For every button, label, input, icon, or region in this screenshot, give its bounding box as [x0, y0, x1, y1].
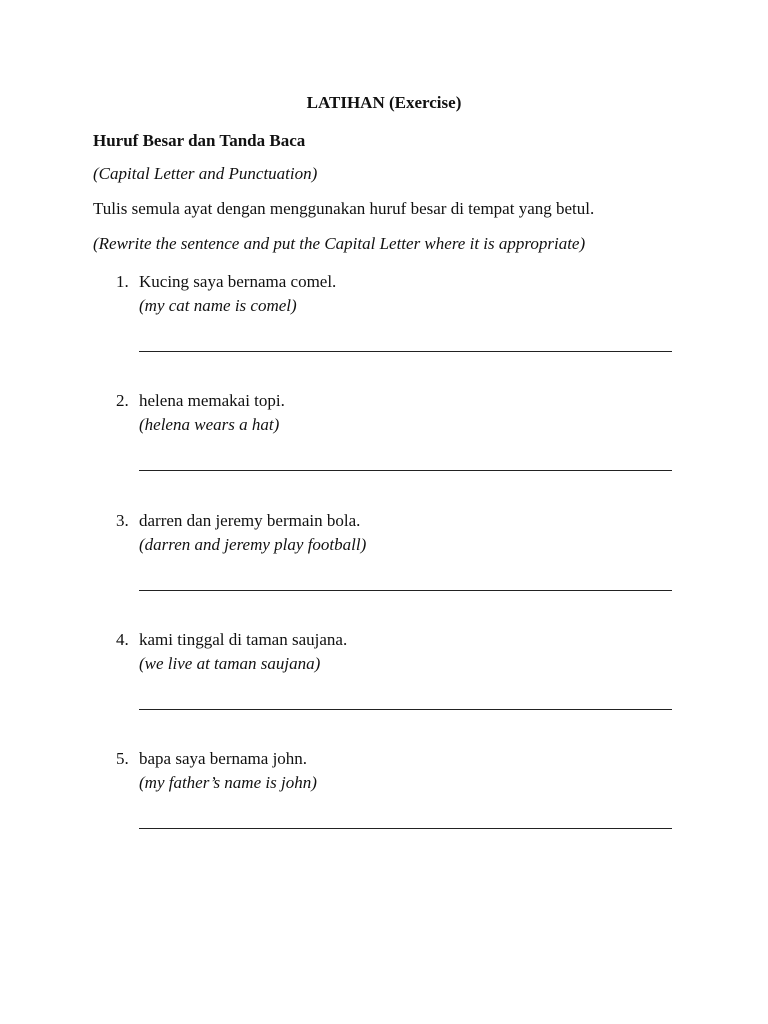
- question-number: 2.: [116, 391, 129, 410]
- question-number: 3.: [116, 511, 129, 530]
- answer-line[interactable]: [139, 351, 672, 352]
- question-item: [0, 271, 768, 381]
- question-number: 5.: [116, 749, 129, 768]
- answer-line[interactable]: [139, 470, 672, 471]
- question-translation: (helena wears a hat): [139, 415, 280, 434]
- question-item: [0, 629, 768, 739]
- question-item: [0, 510, 768, 620]
- instruction-translation: (Rewrite the sentence and put the Capital Letter where it is appropriate): [93, 234, 586, 253]
- question-translation: (my cat name is comel): [139, 296, 297, 315]
- instruction-text: Tulis semula ayat dengan menggunakan huruf besar di tempat yang betul.: [93, 199, 595, 218]
- answer-line[interactable]: [139, 709, 672, 710]
- question-number: 1.: [116, 272, 129, 291]
- worksheet-title: LATIHAN (Exercise): [306, 93, 462, 112]
- question-text: bapa saya bernama john.: [139, 749, 308, 768]
- question-text: helena memakai topi.: [139, 391, 285, 410]
- answer-line[interactable]: [139, 590, 672, 591]
- question-text: kami tinggal di taman saujana.: [139, 630, 348, 649]
- question-number: 4.: [116, 630, 129, 649]
- question-item: [0, 390, 768, 500]
- answer-line[interactable]: [139, 828, 672, 829]
- question-text: Kucing saya bernama comel.: [139, 272, 337, 291]
- question-text: darren dan jeremy bermain bola.: [139, 511, 361, 530]
- question-translation: (we live at taman saujana): [139, 654, 321, 673]
- section-heading: Huruf Besar dan Tanda Baca: [93, 131, 306, 150]
- section-heading-translation: (Capital Letter and Punctuation): [93, 164, 318, 183]
- question-translation: (darren and jeremy play football): [139, 535, 367, 554]
- question-item: [0, 748, 768, 858]
- question-translation: (my father’s name is john): [139, 773, 317, 792]
